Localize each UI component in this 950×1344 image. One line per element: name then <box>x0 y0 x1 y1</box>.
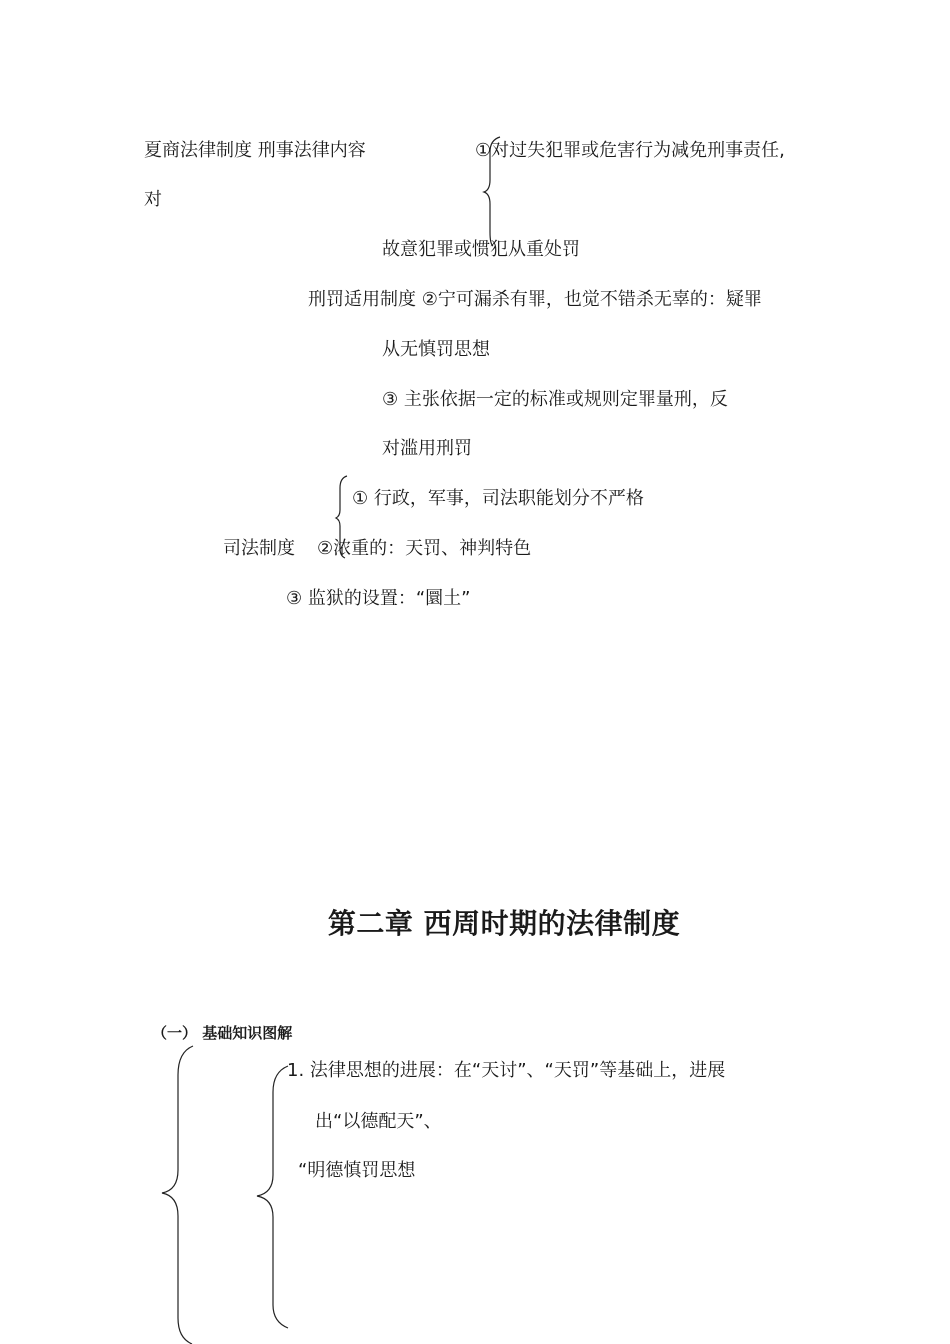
brace-outer-section <box>162 1046 193 1344</box>
criminal-principle-1-continued: 对 <box>144 189 162 210</box>
legal-thought-item-1-continued: 出“以德配天”、 <box>315 1111 442 1132</box>
punishment-principle-3: ③ 主张依据一定的标准或规则定罪量刑，反 <box>382 389 728 410</box>
punishment-principle-3-continued: 对滥用刑罚 <box>382 438 472 459</box>
punishment-principle-2-continued: 从无慎罚思想 <box>382 339 490 360</box>
chapter-title: 第二章 西周时期的法律制度 <box>327 907 681 940</box>
criminal-principle-1: ①对过失犯罪或危害行为减免刑事责任, <box>475 140 785 161</box>
brace-inner-section <box>257 1066 288 1328</box>
legal-thought-item-1: 1. 法律思想的进展：在“天讨”、“天罚”等基础上，进展 <box>287 1060 726 1081</box>
judicial-item-3: ③ 监狱的设置：“圜土” <box>286 588 471 609</box>
section-heading: （一） 基础知识图解 <box>152 1024 293 1042</box>
legal-thought-item-1-end: “明德慎罚思想 <box>298 1160 416 1181</box>
judicial-item-2: ②浓重的：天罚、神判特色 <box>317 538 532 559</box>
punishment-system-principle-2: 刑罚适用制度 ②宁可漏杀有罪，也觉不错杀无辜的：疑罪 <box>308 289 762 310</box>
judicial-system-label: 司法制度 <box>223 538 295 559</box>
criminal-principle-1-end: 故意犯罪或惯犯从重处罚 <box>382 239 580 260</box>
judicial-item-1: ① 行政，军事，司法职能划分不严格 <box>352 488 644 509</box>
xia-shang-criminal-law-label: 夏商法律制度 刑事法律内容 <box>144 140 366 161</box>
